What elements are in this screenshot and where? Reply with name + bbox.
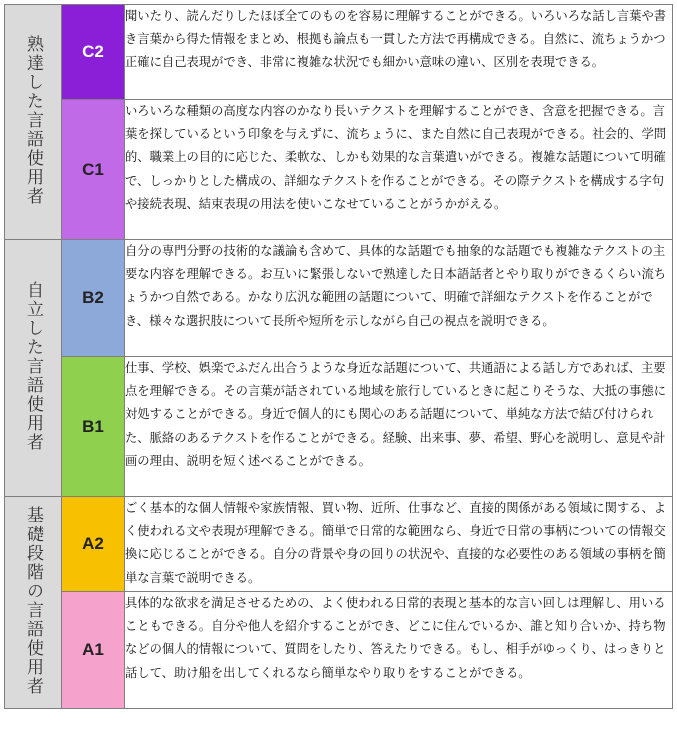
- level-b2-description: 自分の専門分野の技術的な議論も含めて、具体的な話題でも抽象的な話題でも複雑なテクストの主要な内容を理解できる。お互いに緊張しないで熟達した日本語話者とやり取りができるくらい流ちょうかつ自然である。かなり広汎な範囲の話題について、明確で詳細なテクストを作ることができ、様々な選択肢について長所や短所を示しながら自己の視点を説明できる。: [125, 240, 673, 357]
- cefr-levels-table: [4, 4, 673, 709]
- table-row: [5, 5, 673, 100]
- level-c2-badge: C2: [62, 5, 125, 100]
- level-b2-badge: B2: [62, 240, 125, 357]
- level-a2-badge: A2: [62, 497, 125, 592]
- group-independent-cell: [5, 240, 62, 497]
- level-c2-description: 聞いたり、読んだりしたほぼ全てのものを容易に理解することができる。いろいろな話し言葉や書き言葉から得た情報をまとめ、根拠も論点も一貫した方法で再構成できる。自然に、流ちょうかつ正確に自己表現ができ、非常に複雑な状況でも細かい意味の違い、区別を表現できる。: [125, 5, 673, 100]
- level-a2-description: ごく基本的な個人情報や家族情報、買い物、近所、仕事など、直接的関係がある領域に関する、よく使われる文や表現が理解できる。簡単で日常的な範囲なら、身近で日常の事柄についての情報交換に応じることができる。自分の背景や身の回りの状況や、直接的な必要性のある領域の事柄を簡単な言葉で説明できる。: [125, 497, 673, 592]
- group-basic-cell: [5, 497, 62, 709]
- table-row: [5, 240, 673, 357]
- level-a1-badge: A1: [62, 592, 125, 709]
- table-row: [5, 592, 673, 709]
- group-label: 熟達した言語使用者: [23, 34, 43, 206]
- level-b1-description: 仕事、学校、娯楽でふだん出合うような身近な話題について、共通語による話し方であれば、主要点を理解できる。その言葉が話されている地域を旅行しているときに起こりそうな、大抵の事態に対処することができる。身近で個人的にも関心のある話題について、単純な方法で結び付けられた、脈絡のあるテクストを作ることができる。経験、出来事、夢、希望、野心を説明し、意見や計画の理由、説明を短く述べることができる。: [125, 357, 673, 497]
- level-a1-description: 具体的な欲求を満足させるための、よく使われる日常的表現と基本的な言い回しは理解し、用いることもできる。自分や他人を紹介することができ、どこに住んでいるか、誰と知り合いか、持ち物などの個人的情報について、質問をしたり、答えたりできる。もし、相手がゆっくり、はっきりと話して、助け船を出してくれるなら簡単なやり取りをすることができる。: [125, 592, 673, 709]
- table-row: [5, 357, 673, 497]
- level-c1-badge: C1: [62, 100, 125, 240]
- group-label: 基礎段階の言語使用者: [23, 505, 43, 696]
- level-c1-description: いろいろな種類の高度な内容のかなり長いテクストを理解することができ、含意を把握できる。言葉を探しているという印象を与えずに、流ちょうに、また自然に自己表現ができる。社会的、学問的、職業上の目的に応じた、柔軟な、しかも効果的な言葉遣いができる。複雑な話題について明確で、しっかりとした構成の、詳細なテクストを作ることができる。その際テクストを構成する字句や接続表現、結束表現の用法を使いこなせていることがうかがえる。: [125, 100, 673, 240]
- table-row: [5, 100, 673, 240]
- table-row: [5, 497, 673, 592]
- group-label: 自立した言語使用者: [23, 280, 43, 452]
- level-b1-badge: B1: [62, 357, 125, 497]
- group-proficient-cell: [5, 5, 62, 240]
